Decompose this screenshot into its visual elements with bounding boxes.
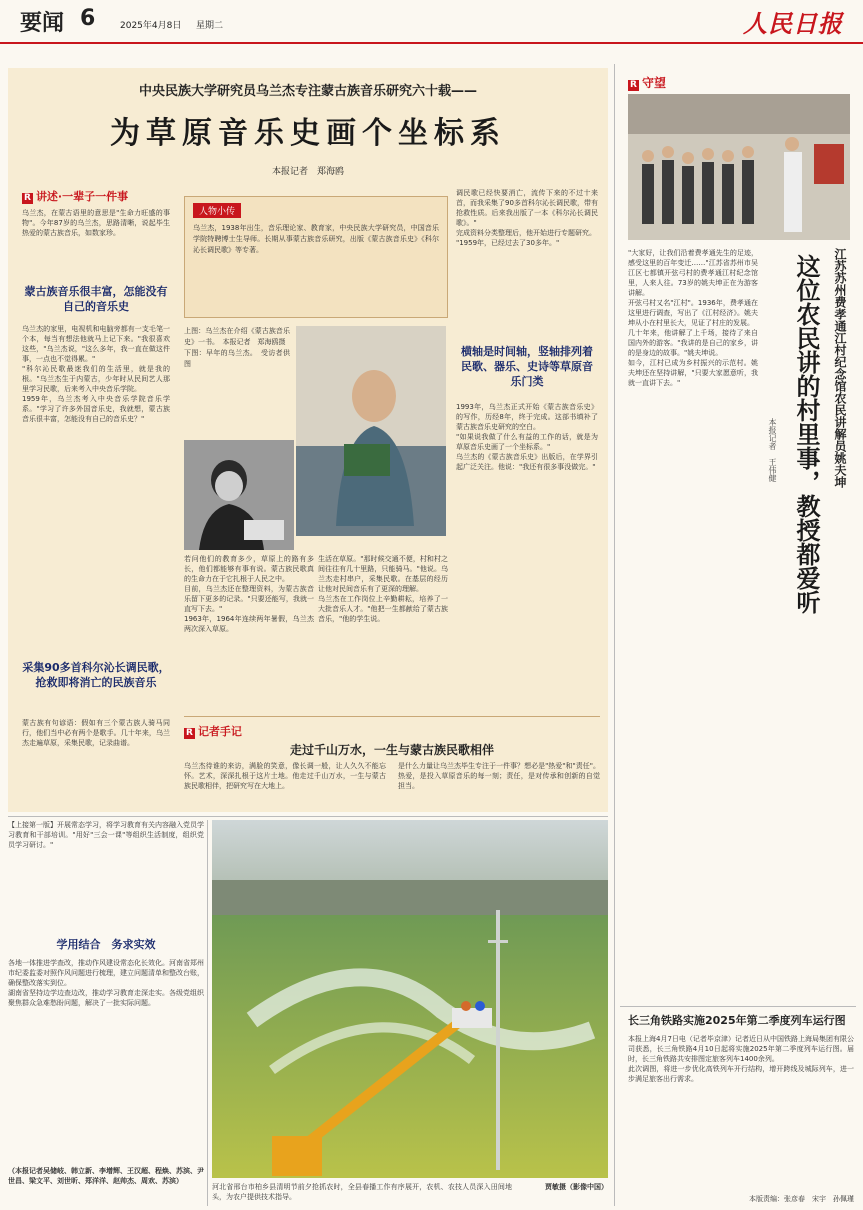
photo-caption: 上图：乌兰杰在介绍《蒙古族音乐史》一书。 本报记者 郑海鸥摄 下图：早年的乌兰杰。 受访者供图 (184, 327, 290, 368)
subheading-1: 蒙古族音乐很丰富，怎能没有自己的音乐史 (24, 285, 168, 313)
page-editors: 本版责编：张彦春 宋宇 孙佩瑾 (749, 1195, 854, 1203)
divider-horizontal-right (620, 1006, 856, 1007)
masthead-logo: 人民日报 (743, 9, 843, 38)
section-title-story (22, 188, 172, 204)
right-top-headline: 这位农民讲的村里事，教授都爱听 (792, 254, 821, 614)
notes-text: 乌兰杰待谁的来访，满脸的笑意，像长调一般，让人久久不能忘怀。艺术，深深扎根于这片土地。他走过千山万水，一生与蒙古族民歌相伴，把研究写在大地上。 是什么力量让乌兰杰毕生专注于一件事？想必是"热爱"和"责任"。热爱，是投入草原音乐的每一刻；责任，是对传承和创新的自觉担当。 (184, 762, 600, 790)
masthead-date: 2025年4月8日 (120, 21, 182, 31)
main-article (8, 68, 608, 812)
notes-title-text: 记者手记 (197, 725, 242, 738)
right-section-tag-icon: R (630, 80, 637, 90)
article-body-3: 1993年，乌兰杰正式开始《蒙古族音乐史》的写作，历经8年，终于完成。这部书填补了蒙古族音乐史研究的空白。 "如果说我做了什么有益的工作的话，就是为草原音乐史画了一个坐标系。" 乌兰杰的《蒙古族音乐史》出版后，在学界引起广泛关注。他说："我还有很多事没做完。" (456, 403, 598, 471)
left-bottom-subheading: 学用结合 务求实效 (56, 938, 156, 951)
reporter-notes (184, 716, 600, 810)
archival-photo-icon (184, 440, 294, 550)
right-top-section (620, 68, 856, 810)
divider-horizontal-mid (8, 816, 608, 817)
museum-visit-photo-icon (628, 94, 850, 240)
right-top-subhead: 江苏苏州费孝通江村纪念馆农民讲解员姚夫坤 (833, 248, 847, 488)
masthead-section: 要闻 (20, 11, 65, 36)
right-top-byline: 本报记者 王伟健 (768, 418, 777, 482)
photo-caption-box (184, 326, 290, 436)
notes-title (184, 723, 242, 739)
left-bottom-body-1: 【上接第一版】开展常态学习，将学习教育有关内容融入党员学习教育和干部培训。"用好"三会一课"等组织生活制度，组织党员学习研讨。" (8, 821, 204, 849)
railway-body: 本报上海4月7日电（记者毕京津）记者近日从中国铁路上海局集团有限公司获悉，长三角铁路4月10日起将实施2025年第二季度列车运行图。届时，长三角铁路共安排图定旅客列车1400余列。 此次调图，将进一步优化高铁列车开行结构，增开跨线及城际列车，进一步满足旅客出行需求。 (628, 1035, 854, 1083)
right-top-body: "大家好，让我们沿着费孝通先生的足迹，感受这里的百年变迁……"江苏省苏州市吴江区七都镇开弦弓村的费孝通江村纪念馆里，人来人往。73岁的姚夫坤正在为游客讲解。 开弦弓村又名"江村"。1936年，费孝通在这里进行调查，写出了《江村经济》。姚夫坤从小在村里长大，见证了村庄的发展。 几十年来，他讲解了上千场，接待了来自国内外的游客。"我讲的是自己的家乡，讲的是身边的故事。"姚夫坤说。 如今，江村已成为乡村振兴的示范村。姚夫坤还在坚持讲解，"只要大家愿意听，我就一直讲下去。" (628, 249, 758, 387)
section-tag-icon: R (24, 193, 31, 203)
notes-headline: 走过千山万水，一生与蒙古族民歌相伴 (289, 743, 494, 757)
article-body-5: 生活在草原。"那时候交通不便，村和村之间往往有几十里路，只能骑马。"他说。乌兰杰走村串户，采集民歌。在基层的经历让他对民间音乐有了更深的理解。 乌兰杰在工作岗位上辛勤耕耘，培养了一大批音乐人才。"他把一生都献给了蒙古族音乐，"他的学生说。 (318, 555, 448, 623)
left-bottom-contributors: （本报记者吴储岐、韩立新、李增辉、王汉超、程焕、苏滨、尹世昌、梁文平、刘世昕、郑洋洋、赵帅杰、周欢、苏滨） (8, 1167, 204, 1185)
railway-headline: 长三角铁路实施2025年第二季度列车运行图 (628, 1014, 846, 1027)
farm-photo-credit: 贾敏摄（影像中国） (545, 1183, 608, 1191)
notes-tag-icon: R (186, 728, 193, 738)
masthead-weekday: 星期二 (196, 21, 224, 31)
article-body-2: 蒙古族有句谚语：假如有三个蒙古族人骑马同行，他们当中必有两个是歌手。几十年来，乌兰杰走遍草原，采集民歌，记录曲谱。 (22, 719, 170, 747)
farm-photo-caption: 河北省邢台市柏乡县清明节前夕抢抓农时，全县春播工作有序展开，农机、农技人员深入田间地头，为农户提供技术指导。 (212, 1183, 512, 1201)
subheading-2: 采集90多首科尔沁长调民歌，抢救即将消亡的民族音乐 (22, 661, 170, 689)
irrigation-crane-photo-icon (212, 820, 608, 1178)
left-bottom-article (8, 820, 204, 1200)
masthead-page-number: 6 (80, 6, 96, 31)
photo-portrait-bw (184, 440, 294, 550)
article-headline: 为草原音乐史画个坐标系 (110, 116, 506, 151)
farm-photo (212, 820, 608, 1178)
article-body-4: 若问他们的教育多少，草原上的路有多长，他们都能够有事有说。蒙古族民歌真的生命力在于它扎根于人民之中。 目前，乌兰杰还在整理资料，为蒙古族音乐留下更多的记录。"只要还能写，我就一直写下去。" 1963年，1964年连续两年暑假，乌兰杰两次深入草原。 (184, 555, 314, 633)
profile-title: 人物小传 (193, 203, 241, 218)
profile-text: 乌兰杰，1938年出生，音乐理论家、教育家，中央民族大学研究员，中国音乐学院特聘博士生导师。长期从事蒙古族音乐研究，出版《蒙古族音乐史》《科尔沁长调民歌》等专著。 (193, 224, 439, 254)
article-byline: 本报记者 郑海鸥 (271, 167, 344, 177)
divider-vertical-left-bottom (207, 820, 208, 1206)
railway-article (620, 1012, 856, 1206)
subheading-3: 横轴是时间轴，竖轴排列着民歌、器乐、史诗等草原音乐门类 (461, 345, 593, 388)
photo-portrait-color (296, 326, 446, 536)
section-title-story-text: 讲述·一辈子一件事 (35, 190, 129, 203)
article-col3: 调民歌已经快要消亡，流传下来的不过十来首，而我采集了90多首科尔沁长调民歌，带有抢救性质。后来我出版了一本《科尔沁长调民歌》。" 完成资料分类整理后，他开始进行专题研究。 "1959年，已经过去了30多年。" (456, 189, 598, 247)
article-lead: 乌兰杰，在蒙古语里的意思是"生命力旺盛的事物"。今年87岁的乌兰杰，思路清晰，说起毕生热爱的蒙古族音乐，如数家珍。 (22, 209, 170, 237)
divider-vertical-right (614, 64, 615, 1206)
masthead (0, 0, 863, 44)
portrait-figure-icon (296, 326, 446, 536)
right-top-photo (628, 94, 850, 240)
article-body-1: 乌兰杰的家里，电视机和电脑旁都有一支毛笔一个本，每当有想法他就马上记下来。"我很喜欢这些，"乌兰杰说，"这么多年，我一直在做这件事，一点也不觉得累。" "科尔沁民歌最迷我们的生活里，就是我的根。"乌兰杰生于内蒙古，少年时从民间艺人那里学习民歌，后来考入中央音乐学院。 1959年，乌兰杰考入中央音乐学院音乐学系。"学习了许多外国音乐史，我就想，蒙古族音乐很丰富，怎能没有自己的音乐史？" (22, 325, 170, 423)
right-section-title (628, 74, 666, 91)
profile-box (184, 196, 448, 318)
right-section-title-text: 守望 (641, 76, 666, 90)
left-bottom-body-2: 各地一体推进学查改，推动作风建设常态化长效化。河南省郑州市纪委监委对照作风问题进行梳理，建立问题清单和整改台账，确保整改落实到位。 湖南省坚持边学边查边改，推动学习教育走深走实。各级党组织聚焦群众急难愁盼问题，解决了一批实际问题。 (8, 959, 204, 1007)
article-kicker: 中央民族大学研究员乌兰杰专注蒙古族音乐研究六十载—— (138, 84, 477, 99)
